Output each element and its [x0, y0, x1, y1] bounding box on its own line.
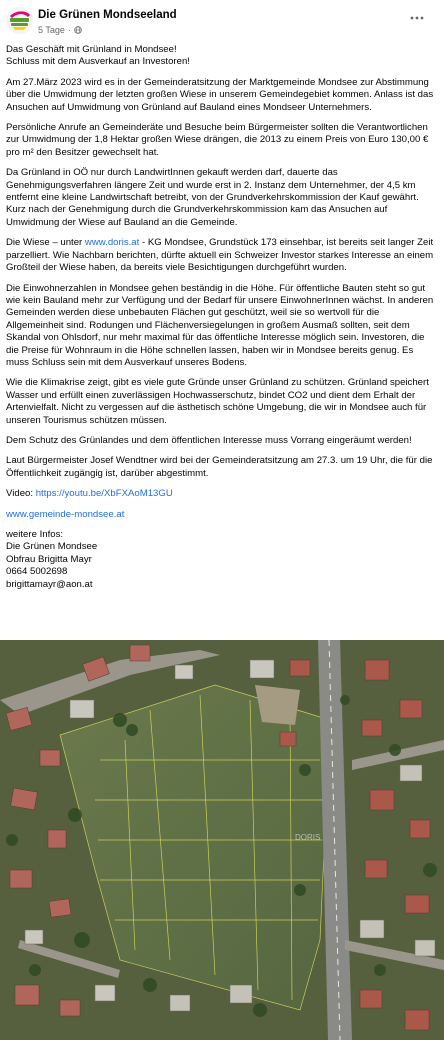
paragraph: Am 27.März 2023 wird es in der Gemeinderatsitzung der Marktgemeinde Mondsee zur Abstimmung über die Umwidmung der letzten großen Wiese in unserem Gemeindegebiet kommen. Anlass ist das Ansuchen auf Umwidmung von Grünland auf Bauland eines Mondseer Unternehmers. [6, 76, 434, 113]
contact-block [6, 529, 438, 591]
doris-prefix: Die Wiese – unter [6, 237, 85, 249]
doris-suffix: - KG Mondsee, Grundstück 173 einsehbar, ist bereits seit langer Zeit parzelliert. Wie Nachbarn berichten, dürfte aktuell ein Schweizer Investor starkes Interesse an einem Großteil der Wiese haben, da bereits viele Besichtigungen durchgeführt wurden. [6, 237, 434, 274]
paragraph: Persönliche Anrufe an Gemeinderäte und Besuche beim Bürgermeister sollten die Verantwortlichen zur Umwidmung der 1,8 Hektar großen Wiese drängen, die 2013 zu einem Preis von Euro 130,00 € pro m² den Besitzer gewechselt hat. [6, 122, 429, 158]
post-header [0, 0, 444, 40]
page-avatar[interactable] [6, 7, 33, 34]
contact-org: Die Grünen Mondsee [6, 541, 98, 553]
contact-heading: weitere Infos: [6, 529, 64, 540]
meta-separator: · [67, 25, 71, 35]
gemeinde-line [6, 509, 438, 521]
paragraph: Dem Schutz des Grünlandes und dem öffentlichen Interesse muss Vorrang eingeräumt werden! [6, 434, 412, 446]
paragraph: Wie die Klimakrise zeigt, gibt es viele gute Gründe unser Grünland zu schützen. Grünland speichert Wasser und erfüllt einen zuverlässigen Hochwasserschutz, bindet CO2 und dient dem Erhalt der Artenvielfalt. Nicht zu vergessen auf die ästhetisch schöne Umgebung, die wir in Mondsee auch für unseren Tourismus schützen müssen. [6, 377, 429, 426]
doris-link[interactable]: www.doris.at [84, 237, 140, 249]
post-meta [38, 25, 82, 35]
post-headline [6, 44, 438, 69]
page-name[interactable]: Die Grünen Mondseeland [38, 9, 177, 21]
paragraph: Laut Bürgermeister Josef Wendtner wird bei der Gemeinderatsitzung am 27.3. um 19 Uhr, die für die Öffentlichkeit zugängig ist, darüber abgestimmt. [6, 455, 433, 479]
map-watermark: DORIS [295, 833, 321, 842]
more-dots-icon [410, 16, 424, 20]
youtube-link[interactable]: https://youtu.be/XbFXAoM13GU [35, 488, 173, 500]
gemeinde-link[interactable]: www.gemeinde-mondsee.at [6, 508, 125, 520]
gruene-logo-icon [6, 7, 33, 34]
video-line [6, 488, 438, 500]
more-options-button[interactable] [408, 8, 426, 26]
paragraph-doris [6, 237, 438, 274]
contact-phone: 0664 5002698 [6, 566, 68, 578]
post-time[interactable]: 5 Tage [38, 25, 65, 35]
headline-line-2: Schluss mit dem Ausverkauf an Investoren! [6, 56, 190, 68]
paragraph: Da Grünland in OÖ nur durch LandwirtInnen gekauft werden darf, dauerte das Genehmigungsverfahren längere Zeit und wurde erst in 2. Instanz dem Unternehmer, der 4,5 km entfernt eine kleine Landwirtschaft betreibt, von der Grundverkehrskommission der Kauf gewährt. Kurz nach der Genehmigung durch die Grundverkehrskommission kam das Ansuchen auf Umwidmung der Wiese auf Bauland an die Gemeinde. [6, 167, 419, 228]
globe-icon [74, 26, 82, 34]
contact-person: Obfrau Brigitta Mayr [6, 553, 92, 565]
paragraph: Die Einwohnerzahlen in Mondsee gehen beständig in die Höhe. Für öffentliche Bauten steht so gut wie kein Bauland mehr zur Verfügung und der Bedarf für unsere EinwohnerInnen wächst. In anderen Gemeinden werden diese unbebauten Flächen gut geschützt, weil sie so wertvoll für die Allgemeinheit sind. Rodungen und Flächenversiegelungen in großem Ausmaß sollten, seit dem Skandal von Ohlsdorf, nur mehr maximal für das öffentliche Interesse möglich sein. Investoren, die die Preise für Wohnraum in die Höhe schnellen lassen, haben wir in Mondsee bereits genug. Es muss Schluss sein mit dem Ausverkauf unseres Bodens. [6, 282, 434, 368]
aerial-map-image [0, 640, 444, 1040]
contact-email: brigittamayr@aon.at [6, 578, 93, 590]
post-text [0, 40, 444, 591]
headline-line-1: Das Geschäft mit Grünland in Mondsee! [6, 44, 177, 55]
aerial-photo[interactable] [0, 640, 444, 1040]
video-label: Video: [6, 488, 36, 500]
